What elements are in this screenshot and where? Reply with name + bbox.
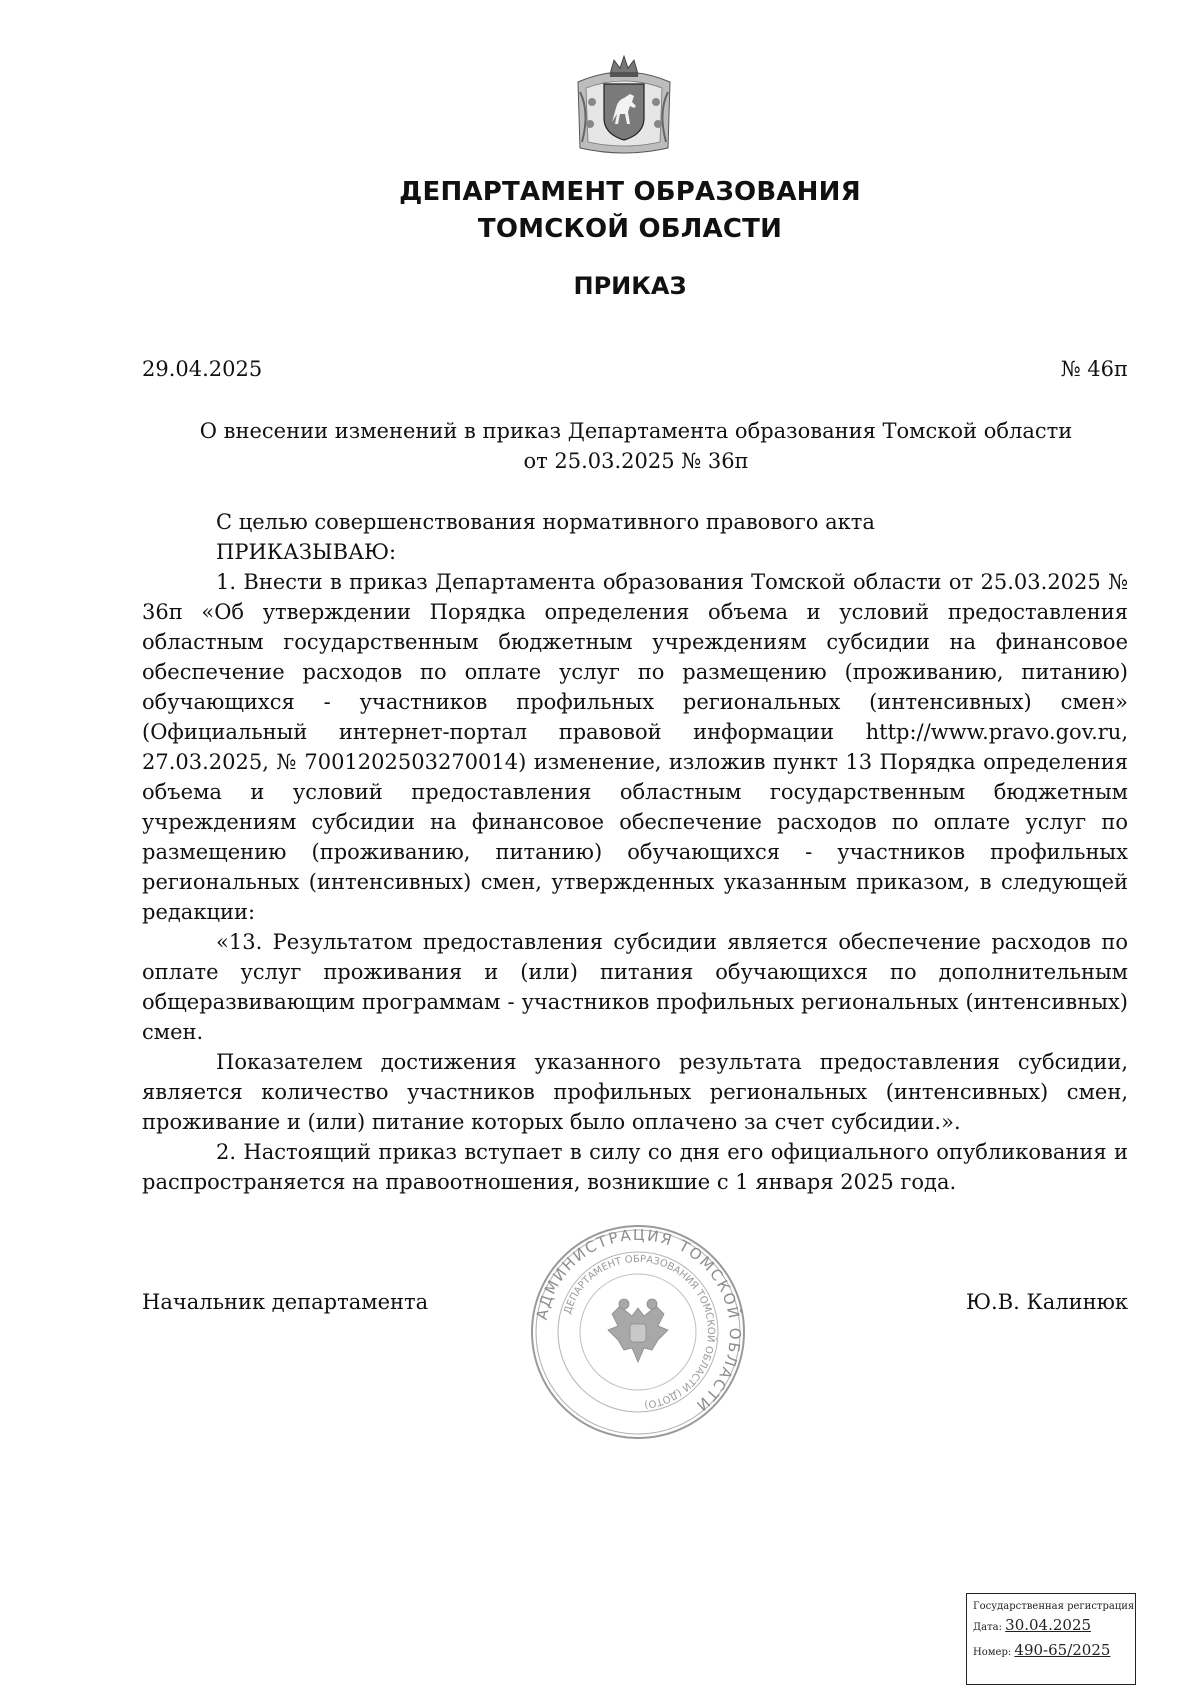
registration-date-value: 30.04.2025 bbox=[1005, 1616, 1092, 1634]
department-title-line2: ТОМСКОЙ ОБЛАСТИ bbox=[477, 214, 783, 244]
order-body bbox=[142, 507, 1128, 1197]
official-seal-icon bbox=[528, 1222, 748, 1442]
department-title-line1: ДЕПАРТАМЕНТ ОБРАЗОВАНИЯ bbox=[399, 177, 861, 207]
registration-title: Государственная регистрация bbox=[973, 1601, 1135, 1612]
registration-number-row bbox=[973, 1639, 1135, 1664]
department-title bbox=[0, 174, 1200, 248]
registration-number-label: Номер: bbox=[973, 1647, 1012, 1658]
document-type: ПРИКАЗ bbox=[573, 272, 687, 300]
signatory-position: Начальник департамента bbox=[142, 1290, 429, 1314]
coat-of-arms-icon bbox=[572, 52, 676, 158]
body-paragraph-purpose: С целью совершенствования нормативного правового акта bbox=[216, 510, 875, 534]
subject-line2: от 25.03.2025 № 36п bbox=[523, 449, 749, 473]
registration-number-value: 490-65/2025 bbox=[1014, 1641, 1111, 1659]
registration-stamp bbox=[966, 1593, 1136, 1685]
body-paragraph-item-13: «13. Результатом предоставления субсидии является обеспечение расходов по оплате услуг проживания и (или) питания обучающихся по дополнительным общеразвивающим программам - участников профильных региональных (интенсивных) смен. bbox=[142, 930, 1128, 1044]
body-paragraph-item-1: 1. Внести в приказ Департамента образования Томской области от 25.03.2025 № 36п «Об утверждении Порядка определения объема и условий предоставления областным государственным бюджетным учреждениям субсидии на финансовое обеспечение расходов по оплате услуг по размещению (проживанию, питанию) обучающихся - участников профильных региональных (интенсивных) смен» (Официальный интернет-портал правовой информации http://www.pravo.gov.ru, 27.03.2025, № 7001202503270014) изменение, изложив пункт 13 Порядка определения объема и условий предоставления областным государственным бюджетным учреждениям субсидии на финансовое обеспечение расходов по оплате услуг по размещению (проживанию, питанию) обучающихся - участников профильных региональных (интенсивных) смен, утвержденных указанным приказом, в следующей редакции: bbox=[142, 570, 1128, 924]
order-number: № 46п bbox=[1060, 357, 1128, 381]
body-paragraph-order: ПРИКАЗЫВАЮ: bbox=[216, 540, 397, 564]
registration-date-row bbox=[973, 1614, 1135, 1639]
svg-text:АДМИНИСТРАЦИЯ ТОМСКОЙ ОБЛАСТИ: АДМИНИСТРАЦИЯ ТОМСКОЙ ОБЛАСТИ bbox=[532, 1225, 745, 1416]
signatory-name: Ю.В. Калинюк bbox=[965, 1290, 1128, 1314]
order-subject bbox=[142, 416, 1130, 476]
svg-text:ДЕПАРТАМЕНТ ОБРАЗОВАНИЯ ТОМСКО: ДЕПАРТАМЕНТ ОБРАЗОВАНИЯ ТОМСКОЙ ОБЛАСТИ (ДОТО) bbox=[562, 1253, 717, 1410]
body-paragraph-indicator: Показателем достижения указанного результата предоставления субсидии, является количество участников профильных региональных (интенсивных) смен, проживание и (или) питание которых было оплачено за счет субсидии.». bbox=[142, 1050, 1128, 1134]
subject-line1: О внесении изменений в приказ Департамента образования Томской области bbox=[199, 419, 1073, 443]
order-date: 29.04.2025 bbox=[142, 357, 263, 381]
registration-date-label: Дата: bbox=[973, 1622, 1002, 1633]
body-paragraph-item-2: 2. Настоящий приказ вступает в силу со дня его официального опубликования и распространяется на правоотношения, возникшие с 1 января 2025 года. bbox=[142, 1140, 1128, 1194]
